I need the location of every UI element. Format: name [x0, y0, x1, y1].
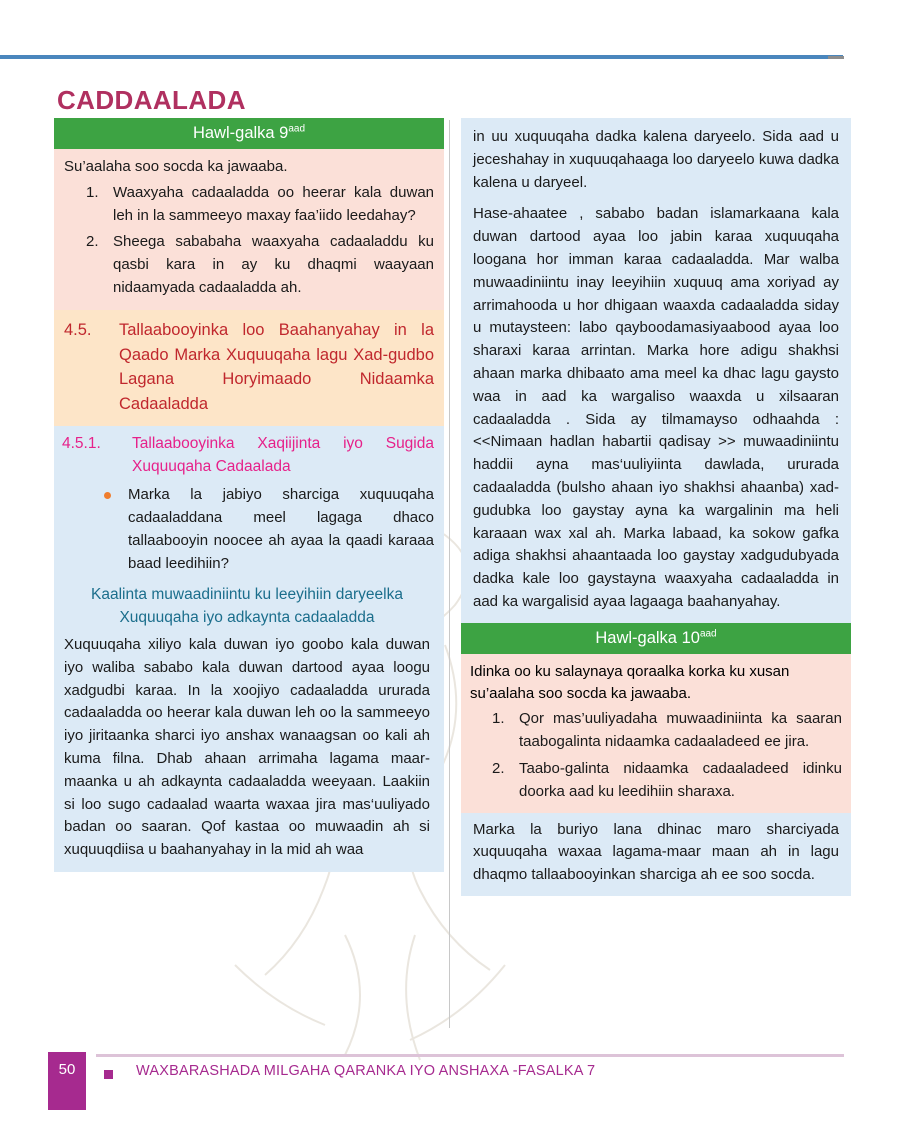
right-body-paragraph-2: Hase-ahaatee , sababo badan islamarkaana kala duwan dartood ayaa loo jabin karaa xuquuqaha loogana hor imman karaa cadaaladda. Mar walba muwaadiniintu inay leeyihiin xuquuq ama xoriyad ay arrimahooda u hor dhigaan waaxda cadaaladda siday u mutaysteen: labo qayboodamasiyaabood ayaa loo sharaxi karaa arrintan. Marka hore adigu shakhsi ahaan marka dhibaato ama meel ka dhac lagu gaysto waa in aad ka wargaliso waaxda u xilsaaran cadaaladda . Sida ay tilmamayso odhaahda : <<Nimaan hadlan habartii qadisay >> muwaadiniintu haddii ayna mas‘uuliyiinta dawlada, ururada cadaaladda (bulsho ahaan iyo shakhsi ahaanba) xad-gudubka loo gaystay ayna ka wargalinin ma heli karaaan wax xal ah. Marka labaad, ka sokow gafka adiga shakhsi ahaantaada loo gaystay xadgudubyada dadka kale loo gaystayna waaxyaha cadaaladda in aad ka wargalisid ayaa lagaaga baahanyahay. [473, 205, 839, 610]
list-item: Waaxyaha cadaaladda oo heerar kala duwan leh in la sammeeyo maxay faa’iido leedahay? [113, 183, 434, 224]
section-4-5-number: 4.5. [64, 320, 92, 339]
subheading-kaalinta: Kaalinta muwaadiniintu ku leeyihiin daryeelka Xuquuqaha iyo adkaynta cadaaladda [91, 585, 403, 626]
right-top-text-block [461, 118, 851, 623]
list-item: Taabo-galinta nidaamka cadaaladeed idinku doorka aad ku leedihiin sharaxa. [519, 759, 842, 800]
activity-box-9 [54, 118, 444, 310]
section-4-5-1-title: Tallaabooyinka Xaqiijinta iyo Sugida Xuquuqaha Cadaalada [132, 434, 434, 476]
page-number: 50 [58, 1061, 76, 1078]
section-4-5 [54, 310, 444, 426]
activity-9-body [54, 149, 444, 310]
list-item-text: Marka la jabiyo sharciga xuquuqaha cadaaladdana meel lagaga dhaco tallaabooyin noocee ah ayaa la qaadi karaaa baad leedihiin? [128, 486, 434, 572]
section-4-5-1-bullet-list [60, 484, 434, 575]
section-4-5-title: Tallaabooyinka loo Baahanyahay in la Qaado Marka Xuquuqaha lagu Xad-gudbo Lagana Horyimaado Nidaamka Cadaaladda [119, 320, 434, 414]
activity-10-header [461, 623, 851, 654]
right-column [461, 118, 851, 896]
activity-10-header-label: Hawl-galka 10 [595, 628, 700, 647]
top-rule [0, 55, 843, 59]
top-rule-tip [828, 56, 844, 59]
activity-10-header-sup: aad [699, 628, 717, 640]
activity-9-header [54, 118, 444, 149]
activity-9-question-list [64, 182, 434, 300]
activity-9-header-sup: aad [288, 123, 306, 135]
footer-title: WAXBARASHADA MILGAHA QARANKA IYO ANSHAXA -FASALKA 7 [136, 1063, 596, 1079]
list-item [60, 484, 434, 575]
activity-10-body [461, 654, 851, 813]
activity-9-lead: Su’aalaha soo socda ka jawaaba. [64, 158, 288, 176]
bullet-dot-icon [104, 492, 111, 499]
activity-10-lead: Idinka oo ku salaynaya qoraalka korka ku xusan su’aalaha soo socda ka jawaaba. [470, 662, 790, 702]
list-item: Qor mas’uuliyadaha muwaadiniinta ka saaran taabogalinta nidaamka cadaaladeed ee jira. [519, 710, 842, 751]
left-body-paragraph: Xuquuqaha xiliyo kala duwan iyo goobo kala duwan iyo waliba sababo kala duwan dartood ayaa loogu xadgudbi karaa. In la xoojiyo cadaaladda ururada cadaaladda oo heerar kala duwan leh oo la sammeeyo iyo jiritaanka sharci iyo anshax wanaagsan oo kali ah kuma filna. Dhab ahaan arrimaha lagama maar-maanka u ah adkaynta cadaaladda weeyaan. Laakiin si loo sugo cadaalad waarta waxaa jira mas‘uuliyado badan oo saaran. Qof kastaa oo muwaadin ah si xuquuqdiisa u baahanyahay in la mid ah waa [64, 636, 430, 859]
activity-9-header-label: Hawl-galka 9 [192, 124, 289, 142]
left-column [54, 118, 444, 872]
section-4-5-1-number: 4.5.1. [62, 434, 101, 452]
right-body-paragraph-1: in uu xuquuqaha dadka kalena daryeelo. Sida aad u jeceshahay in xuquuqahaaga loo daryeelo kuwa dadka kalena u daryeel. [473, 128, 839, 191]
page-number-tab [48, 1052, 86, 1110]
column-divider [449, 120, 450, 1028]
section-4-5-1 [54, 426, 444, 872]
footer-square-icon [104, 1070, 113, 1079]
activity-10-question-list [470, 708, 842, 803]
list-item: Sheega sababaha waaxyaha cadaaladdu ku qasbi kara in ay ku dhaqmi waayaan nidaamyada cadaaladda ah. [113, 233, 434, 297]
footer-rule [96, 1054, 844, 1057]
right-body-paragraph-3: Marka la buriyo lana dhinac maro sharciyada xuquuqaha waxaa lagama-maar maan ah in lagu dhaqmo tallaabooyinkan sharciga ah ee soo socda. [473, 820, 839, 884]
right-bottom-text-block [461, 813, 851, 896]
page-title: CADDAALADA [57, 85, 246, 116]
activity-box-10 [461, 623, 851, 813]
